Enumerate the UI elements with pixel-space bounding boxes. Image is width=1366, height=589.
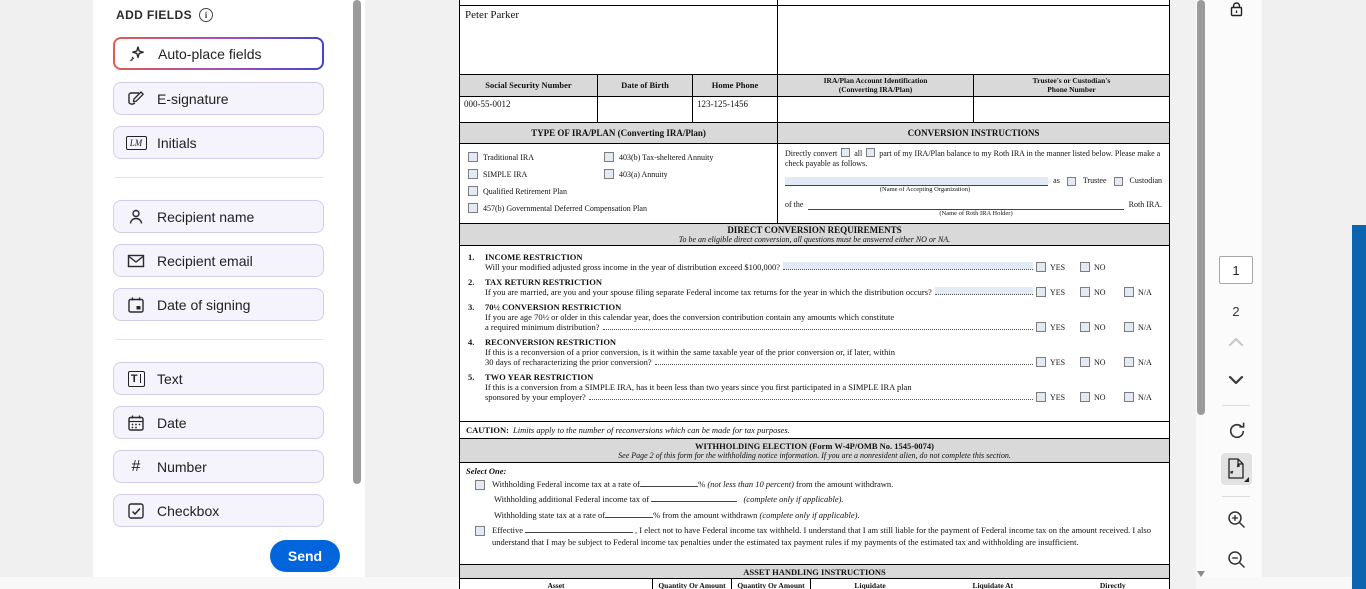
sidebar-scrollbar[interactable] [352,0,362,589]
roth-holder-caption: (Name of Roth IRA Holder) [939,210,1013,217]
checkbox-field[interactable] [468,186,478,196]
no-checkbox[interactable] [1080,287,1090,297]
na-checkbox[interactable] [1124,322,1134,332]
document-scrollbar[interactable] [1196,0,1206,589]
current-page-input[interactable]: 1 [1219,256,1253,284]
checkbox-field[interactable] [468,203,478,213]
checkbox-field-custodian[interactable] [1114,177,1123,186]
rate-field[interactable] [640,479,698,487]
checkbox-icon [125,502,147,520]
withholding-checkbox[interactable] [475,480,485,490]
field-button-label: Auto-place fields [158,45,262,62]
field-button-auto-place[interactable] [113,37,324,70]
home-phone-value[interactable]: 123-125-1456 [692,97,777,122]
form-values-row [460,97,1169,123]
type-option: 403(a) Annuity [604,169,771,179]
fit-page-menu-corner [1244,477,1249,482]
type-option: Traditional IRA [468,152,604,162]
checkbox-field[interactable] [604,169,614,179]
text-icon: T [125,371,147,387]
accepting-org-caption: (Name of Accepting Organization) [879,186,971,194]
bottom-edge-right [1196,577,1352,589]
field-button-text[interactable] [113,362,324,395]
ssn-value[interactable]: 000-55-0012 [464,99,511,109]
type-of-ira-header: TYPE OF IRA/PLAN (Converting IRA/Plan) [531,128,706,138]
document-scrollbar-thumb[interactable] [1197,0,1205,415]
calendar-signed-icon [125,295,147,315]
trustee-phone-value[interactable] [973,97,1169,122]
conversion-text: Directly convert all part of my IRA/Plan balance to my Roth IRA in the manner listed below. Please make a check payable as follows. [785,149,1161,169]
add-fields-panel [93,0,365,589]
checkbox-field-trustee[interactable] [1067,177,1076,186]
hash-icon: # [131,457,141,475]
calendar-icon [125,413,147,433]
asset-handling-header: ASSET HANDLING INSTRUCTIONS [460,565,1169,579]
type-option: 403(b) Tax-sheltered Annuity [604,152,771,162]
right-panel-edge[interactable] [1352,225,1366,589]
rotate-page-button[interactable] [1226,420,1247,441]
yes-checkbox[interactable] [1036,262,1046,272]
field-button-label: Recipient name [157,208,255,225]
caution-row: CAUTION: Limits apply to the number of reconversions which can be made for tax purposes. [460,422,1169,439]
zoom-out-button[interactable] [1226,549,1247,570]
additional-tax-field[interactable] [651,494,737,502]
field-button-label: E-signature [157,90,229,107]
na-checkbox[interactable] [1124,392,1134,402]
send-button[interactable]: Send [270,540,340,572]
question-4: 4. RECONVERSION RESTRICTION If this is a reconversion of a prior conversion, is it within the same taxable year of the prior conversion or, if later, within 30 days of recharacterizing the prior conversion? YES NO N/A [468,337,1152,367]
checkbox-field-all[interactable] [841,148,850,157]
field-button-label: Checkbox [157,502,220,519]
lock-icon [1228,1,1245,17]
checkbox-field[interactable] [468,169,478,179]
field-button-initials[interactable] [113,126,324,159]
no-checkbox[interactable] [1080,392,1090,402]
no-checkbox[interactable] [1080,322,1090,332]
form-header-row [460,75,1169,97]
dob-value[interactable] [597,97,692,122]
accepting-org-line: as Trustee Custodian [785,176,1162,186]
document-page [459,0,1170,589]
field-button-esignature[interactable] [113,82,324,115]
column-header: Social Security Number [485,79,572,90]
type-option: 457(b) Governmental Deferred Compensation Plan [468,203,771,213]
accepting-org-field[interactable] [785,177,1048,186]
fit-page-button[interactable] [1221,453,1252,485]
field-button-recipient-email[interactable] [113,244,324,277]
checkbox-field[interactable] [468,152,478,162]
bottom-edge-left [0,577,459,589]
na-checkbox[interactable] [1124,287,1134,297]
sidebar-divider [115,339,323,340]
checkbox-field[interactable] [604,152,614,162]
next-page-number[interactable]: 2 [1232,303,1240,319]
add-fields-header [116,8,213,22]
type-option: Qualified Retirement Plan [468,186,604,196]
no-checkbox[interactable] [1080,357,1090,367]
question-5: 5. TWO YEAR RESTRICTION If this is a conversion from a SIMPLE IRA, has it been less than two years since you first participated in a SIMPLE IRA plan sponsored by your employer? YES NO N/A [468,372,1152,402]
ira-id-value[interactable] [777,97,973,122]
question-3: 3. 70½ CONVERSION RESTRICTION If you are age 70½ or older in this calendar year, does the conversion contribution contain any amounts which constitute a required minimum distribution? YES NO N/A [468,302,1152,332]
field-button-checkbox[interactable] [113,494,324,527]
withholding-option-3: Withholding state tax at a rate of % from the amount withdrawn (complete only if applicable). [494,509,860,520]
previous-page-button [1226,335,1246,349]
withholding-header: WITHHOLDING ELECTION (Form W-4P/OMB No. 1545-0074) See Page 2 of this form for the withholding notice information. If you are a nonresident alien, do not complete this section. [460,439,1169,463]
no-withholding-checkbox[interactable] [475,526,485,536]
yes-checkbox[interactable] [1036,287,1046,297]
no-checkbox[interactable] [1080,262,1090,272]
withholding-option-4: Effective , I elect not to have Federal income tax withheld. I understand that I am still liable for the payment of Federal income tax on the amount received. I also understand that I may be subject to Federal income tax penalties under the estimated tax payment rules if my payments of the estimated tax and withholding are insufficient. [466,525,1163,548]
signature-icon [125,89,147,109]
withholding-section: Select One: Withholding Federal income tax at a rate of % (not less than 10 percent) from the amount withdrawn. Withholding additional Federal income tax of (complete only if applicable). Withholding state tax at a rate of % from the amount withdrawn (complete only if applicable). Effective , I elect not to have Federal income tax withheld. I understand that I am still liable for the payment of Federal income tax on the amount received. I also understand that I may be subject to Federal income tax penalties under the estimated tax payment rules if my payments of the estimated tax and withholding are insufficient. [460,463,1169,565]
field-button-number[interactable] [113,450,324,483]
field-button-date-of-signing[interactable] [113,288,324,321]
initials-icon: LM [125,136,147,150]
withholding-option-1: Withholding Federal income tax at a rate of % (not less than 10 percent) from the amount withdrawn. [466,479,1163,490]
field-button-label: Recipient email [157,252,253,269]
name-field-value[interactable]: Peter Parker [465,9,520,21]
name-row-empty-cell[interactable] [777,6,1169,74]
question-2: 2. TAX RETURN RESTRICTION If you are married, are you and your spouse filing separate Federal income tax returns for the year in which the distribution occurs? YES NO N/A [468,277,1152,297]
direct-conversion-header: DIRECT CONVERSION REQUIREMENTS To be an eligible direct conversion, all questions must be answered either NO or NA. [460,224,1169,246]
column-header: IRA/Plan Account Identification (Converting IRA/Plan) [777,75,973,96]
effective-date-field[interactable] [525,525,633,533]
field-button-label: Text [157,370,183,387]
auto-place-icon [126,44,148,64]
yes-checkbox[interactable] [1036,357,1046,367]
roth-holder-field[interactable] [808,201,1123,210]
toolbar-divider [1222,496,1250,497]
info-icon[interactable]: i [199,8,213,22]
zoom-in-button[interactable] [1226,509,1247,530]
toolbar-divider [1222,405,1250,406]
sidebar-divider [115,177,323,178]
field-button-label: Date [157,414,187,431]
questions-section [460,246,1169,422]
state-rate-field[interactable] [605,510,653,518]
field-button-label: Number [157,458,207,475]
form-type-conversion-row [460,144,1169,224]
roth-holder-line: of the Roth IRA. [785,199,1162,209]
field-button-label: Date of signing [157,296,251,313]
person-icon [125,207,147,227]
checkbox-field-part[interactable] [866,148,875,157]
form-section-headers [460,123,1169,144]
email-icon [125,251,147,271]
column-header: Date of Birth [597,75,692,96]
next-page-button[interactable] [1226,373,1246,387]
add-fields-title: ADD FIELDS [116,8,192,22]
form-name-row [460,6,1169,75]
yes-checkbox[interactable] [1036,322,1046,332]
type-option: SIMPLE IRA [468,169,604,179]
withholding-option-2: Withholding additional Federal income tax of (complete only if applicable). [494,494,844,505]
field-button-date[interactable] [113,406,324,439]
na-checkbox[interactable] [1124,357,1134,367]
column-header: Home Phone [692,75,777,96]
field-button-label: Initials [157,134,197,151]
conversion-instructions-header: CONVERSION INSTRUCTIONS [777,123,1169,143]
sidebar-scrollbar-thumb[interactable] [353,0,361,484]
column-header: Trustee's or Custodian's Phone Number [973,75,1169,96]
question-1: 1. INCOME RESTRICTION Will your modified adjusted gross income in the year of distribution exceed $100,000? YES NO [468,252,1106,272]
yes-checkbox[interactable] [1036,392,1046,402]
asset-handling-columns: Asset Quantity Or Amount Quantity Or Amount Liquidate Liquidate At Directly [460,579,1169,589]
page-toolbar [1206,0,1262,589]
field-button-recipient-name[interactable] [113,200,324,233]
